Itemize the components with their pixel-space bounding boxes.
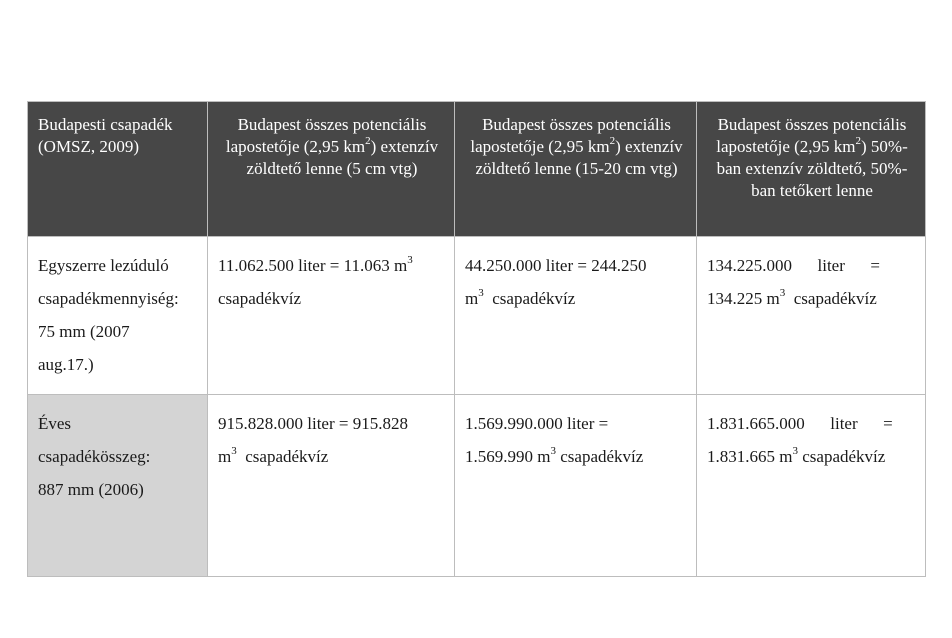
value-text: 1.831.665.000 liter = 1.831.665 $m^3$ csapadékvíz [707, 414, 893, 466]
table-header-row [28, 102, 926, 237]
value-text: 11.062.500 liter = 11.063 $m^3$ csapadékvíz [218, 254, 413, 308]
rainfall-table [27, 101, 926, 577]
value-cell [697, 395, 926, 577]
value-text: 134.225.000 liter = 134.225 $m^3$ csapadékvíz [707, 256, 880, 308]
header-cell-mixed [697, 102, 926, 237]
row-label-cell [28, 237, 208, 395]
row-label: Egyszerre lezúduló csapadékmennyiség: 75 mm (2007 aug.17.) [38, 256, 179, 374]
value-cell [455, 395, 697, 577]
header-text: Budapest összes potenciális lapostetője (2,95 $km^2$) extenzív zöldtető lenne (15-20 cm vtg) [470, 115, 683, 178]
value-text: 44.250.000 liter = 244.250 $m^3$ csapadékvíz [465, 256, 647, 308]
header-text: Budapest összes potenciális lapostetője (2,95 $km^2$) 50%-ban extenzív zöldtető, 50%-ban tetőkert lenne [716, 115, 908, 200]
value-cell [208, 395, 455, 577]
header-cell-extensive-5cm [208, 102, 455, 237]
header-text: Budapesti csapadék (OMSZ, 2009) [38, 115, 173, 156]
header-cell-rainfall [28, 102, 208, 237]
table-row [28, 237, 926, 395]
value-text: 915.828.000 liter = 915.828 $m^3$ csapadékvíz [218, 414, 408, 466]
table-row [28, 395, 926, 577]
header-cell-extensive-15-20cm [455, 102, 697, 237]
value-cell [208, 237, 455, 395]
row-label-cell [28, 395, 208, 577]
value-text: 1.569.990.000 liter = 1.569.990 $m^3$ csapadékvíz [465, 414, 644, 466]
value-cell [697, 237, 926, 395]
value-cell [455, 237, 697, 395]
row-label: Éves csapadékösszeg: 887 mm (2006) [38, 414, 151, 499]
header-text: Budapest összes potenciális lapostetője (2,95 $km^2$) extenzív zöldtető lenne (5 cm vtg) [225, 115, 439, 178]
